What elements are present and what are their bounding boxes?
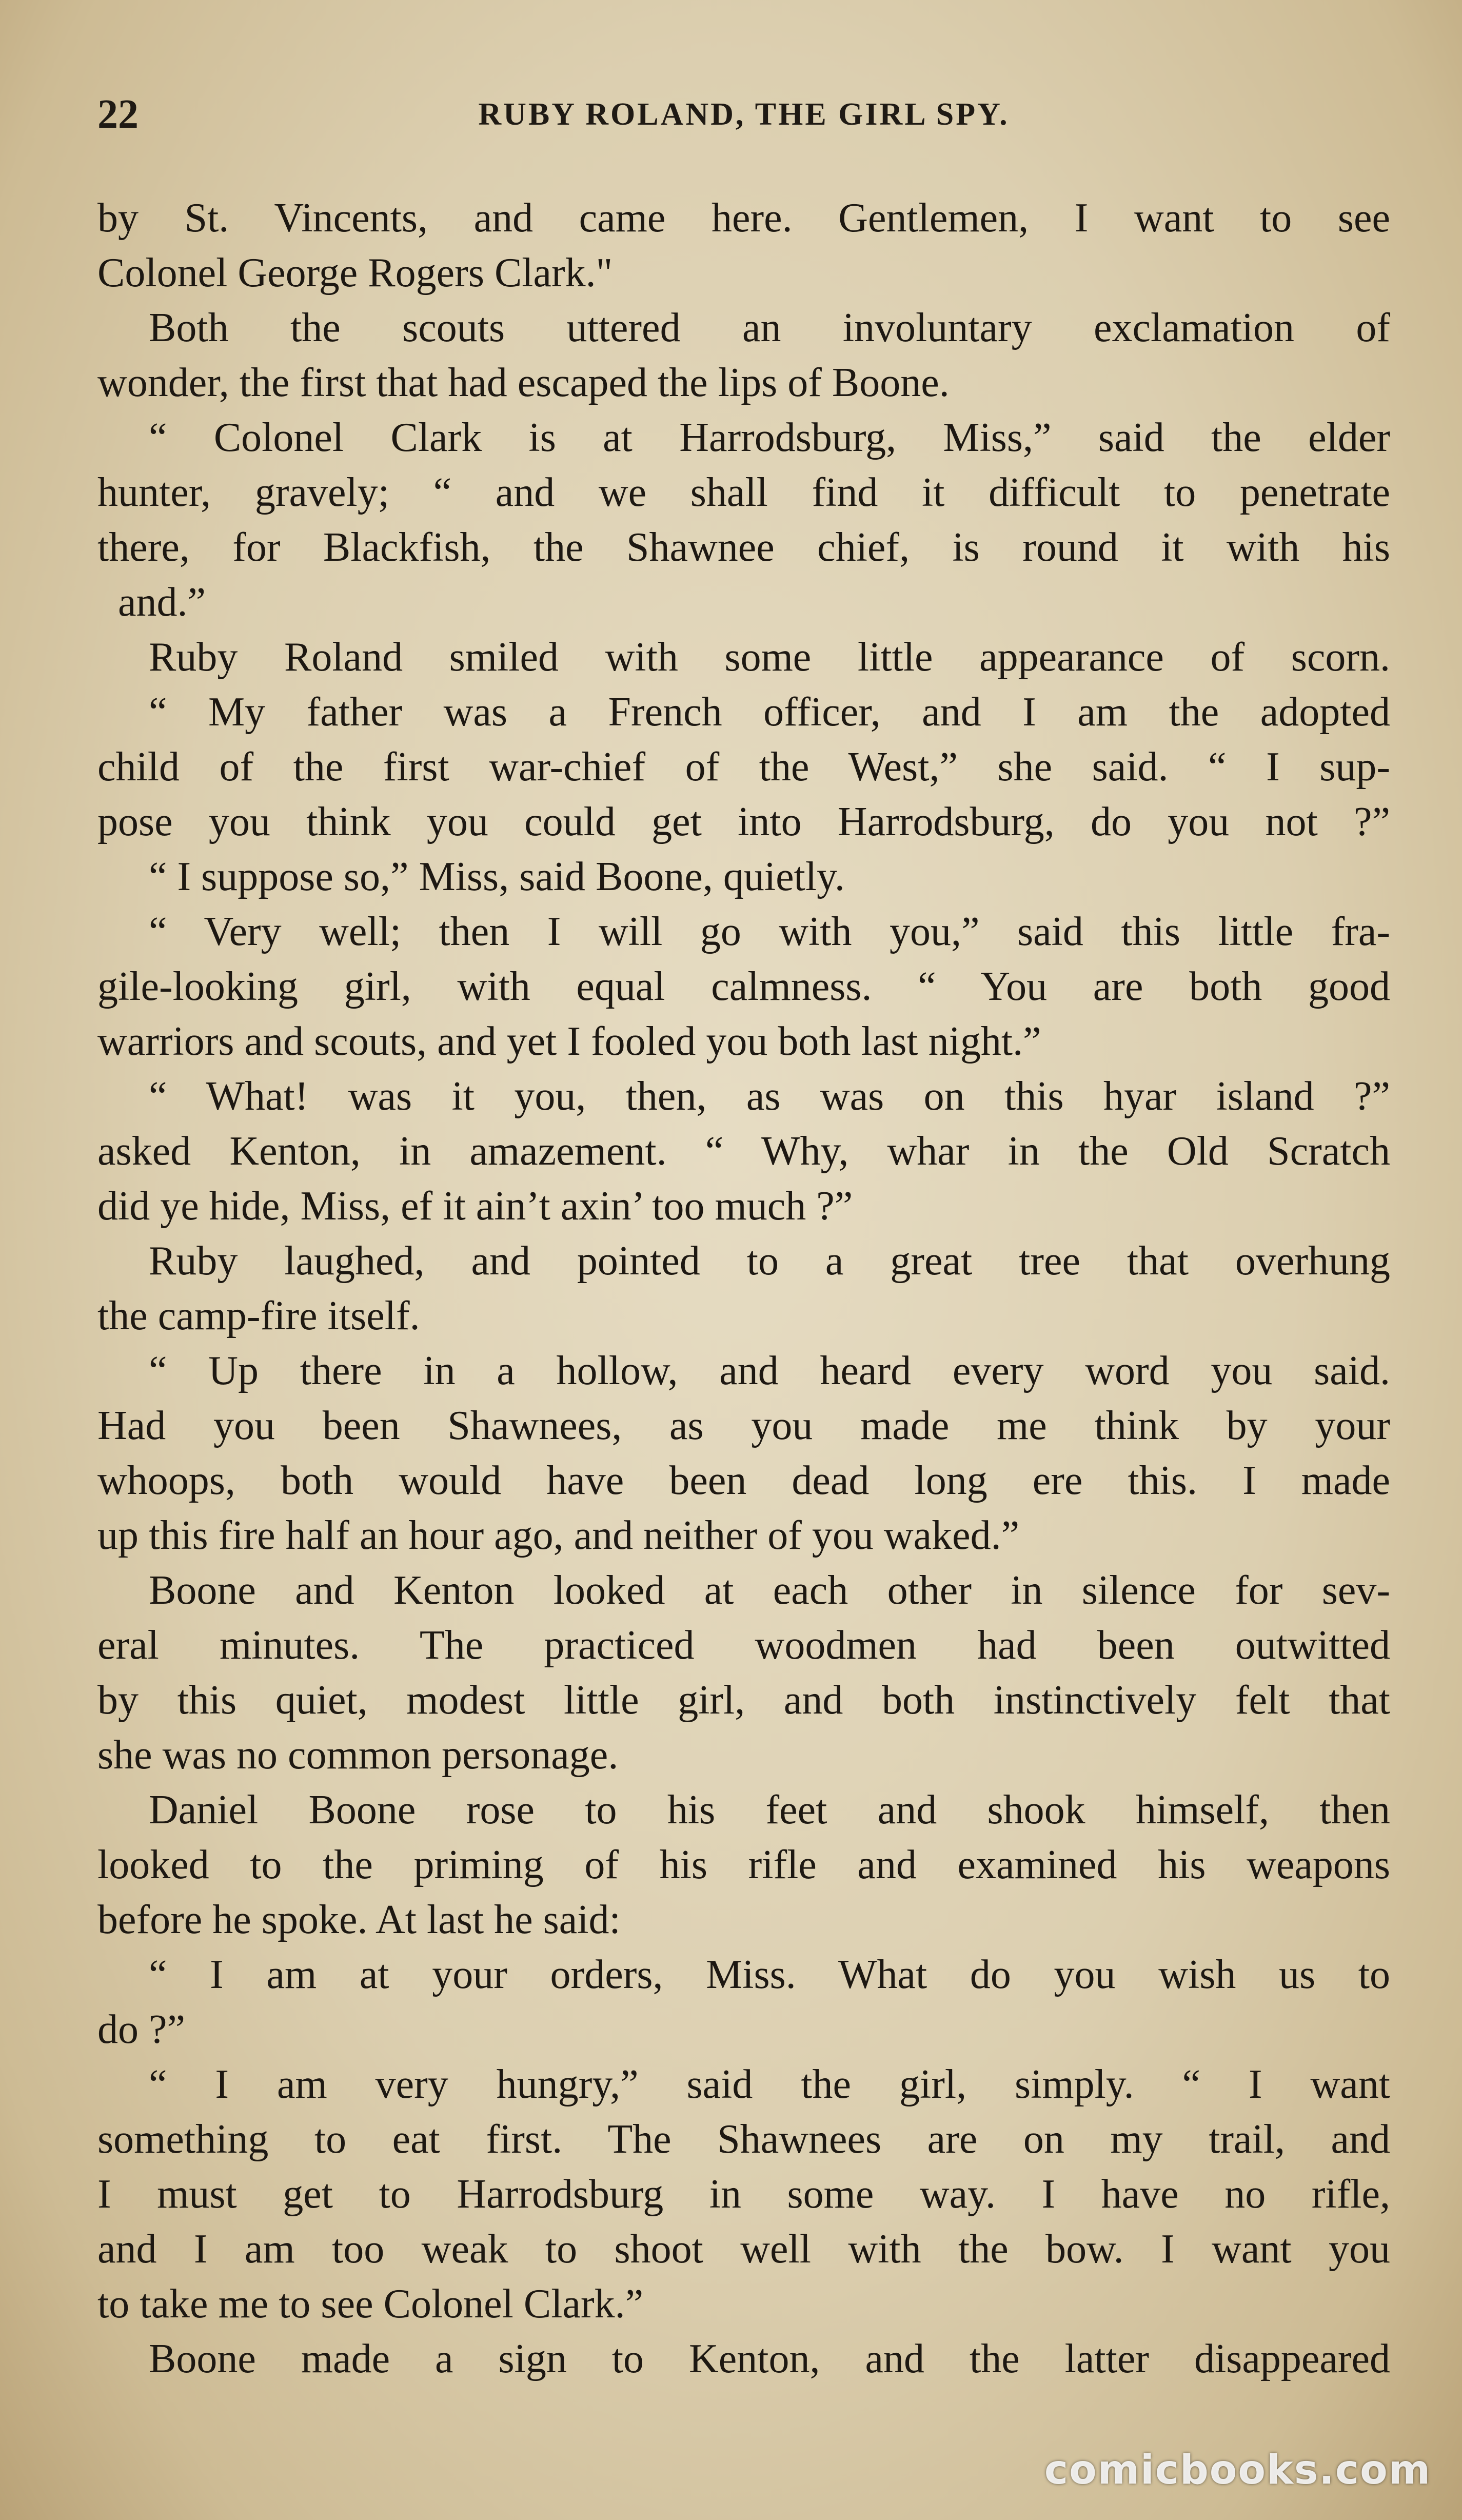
text-line: “ My father was a French officer, and I am the adopted xyxy=(149,690,1390,735)
text-line: Ruby laughed, and pointed to a great tree that overhung xyxy=(149,1238,1390,1284)
body-text xyxy=(97,191,1390,2387)
text-line: Ruby Roland smiled with some little appearance of scorn. xyxy=(149,635,1390,680)
text-line: “ I suppose so,” Miss, said Boone, quietly. xyxy=(149,854,845,899)
text-line: to take me to see Colonel Clark.” xyxy=(97,2281,644,2327)
text-line: Had you been Shawnees, as you made me think by your xyxy=(97,1403,1390,1448)
text-line: asked Kenton, in amazement. “ Why, whar in the Old Scratch xyxy=(97,1129,1390,1174)
text-line: Boone and Kenton looked at each other in silence for sev- xyxy=(149,1568,1390,1613)
text-line: looked to the priming of his rifle and examined his weapons xyxy=(97,1842,1390,1887)
text-line: I must get to Harrodsburg in some way. I have no rifle, xyxy=(97,2172,1390,2217)
text-line: the camp-fire itself. xyxy=(97,1293,420,1338)
text-line: did ye hide, Miss, ef it ain’t axin’ too much ?” xyxy=(97,1184,853,1229)
text-line: hunter, gravely; “ and we shall find it difficult to penetrate xyxy=(97,470,1390,515)
text-line: Both the scouts uttered an involuntary exclamation of xyxy=(149,305,1390,350)
text-line: Boone made a sign to Kenton, and the latter disappeared xyxy=(149,2336,1390,2381)
text-line: Colonel George Rogers Clark." xyxy=(97,250,613,296)
text-line: Daniel Boone rose to his feet and shook himself, then xyxy=(149,1787,1390,1833)
text-line: gile-looking girl, with equal calmness. “ You are both good xyxy=(97,964,1390,1009)
text-line: before he spoke. At last he said: xyxy=(97,1897,621,1942)
text-line: and I am too weak to shoot well with the bow. I want you xyxy=(97,2227,1390,2272)
text-line: by this quiet, modest little girl, and both instinctively felt that xyxy=(97,1678,1390,1723)
page-number: 22 xyxy=(97,92,139,137)
text-line: warriors and scouts, and yet I fooled you both last night.” xyxy=(97,1019,1041,1064)
watermark: comicbooks.com xyxy=(1044,2447,1431,2493)
text-line: “ I am very hungry,” said the girl, simply. “ I want xyxy=(149,2062,1390,2107)
text-line: “ Very well; then I will go with you,” said this little fra- xyxy=(149,909,1390,954)
text-line: whoops, both would have been dead long ere this. I made xyxy=(97,1458,1390,1503)
text-line: “ I am at your orders, Miss. What do you wish us to xyxy=(149,1952,1390,1997)
running-title: RUBY ROLAND, THE GIRL SPY. xyxy=(478,97,1010,132)
text-line: she was no common personage. xyxy=(97,1732,619,1778)
text-line: do ?” xyxy=(97,2007,186,2052)
page-header xyxy=(97,86,1390,143)
text-line: wonder, the first that had escaped the lips of Boone. xyxy=(97,360,950,405)
text-line: “ What! was it you, then, as was on this hyar island ?” xyxy=(149,1074,1390,1119)
text-line: eral minutes. The practiced woodmen had been outwitted xyxy=(97,1623,1390,1668)
text-line: “ Colonel Clark is at Harrodsburg, Miss,” said the elder xyxy=(149,415,1390,460)
text-line: something to eat first. The Shawnees are on my trail, and xyxy=(97,2117,1390,2162)
text-line: child of the first war-chief of the West,” she said. “ I sup- xyxy=(97,744,1390,790)
text-line: up this fire half an hour ago, and neither of you waked.” xyxy=(97,1513,1020,1558)
text-line: by St. Vincents, and came here. Gentlemen, I want to see xyxy=(97,195,1390,241)
text-line: there, for Blackfish, the Shawnee chief, is round it with his xyxy=(97,525,1390,570)
text-line: and.” xyxy=(118,580,206,625)
text-line: “ Up there in a hollow, and heard every word you said. xyxy=(149,1348,1390,1393)
text-line: pose you think you could get into Harrodsburg, do you not ?” xyxy=(97,799,1390,844)
